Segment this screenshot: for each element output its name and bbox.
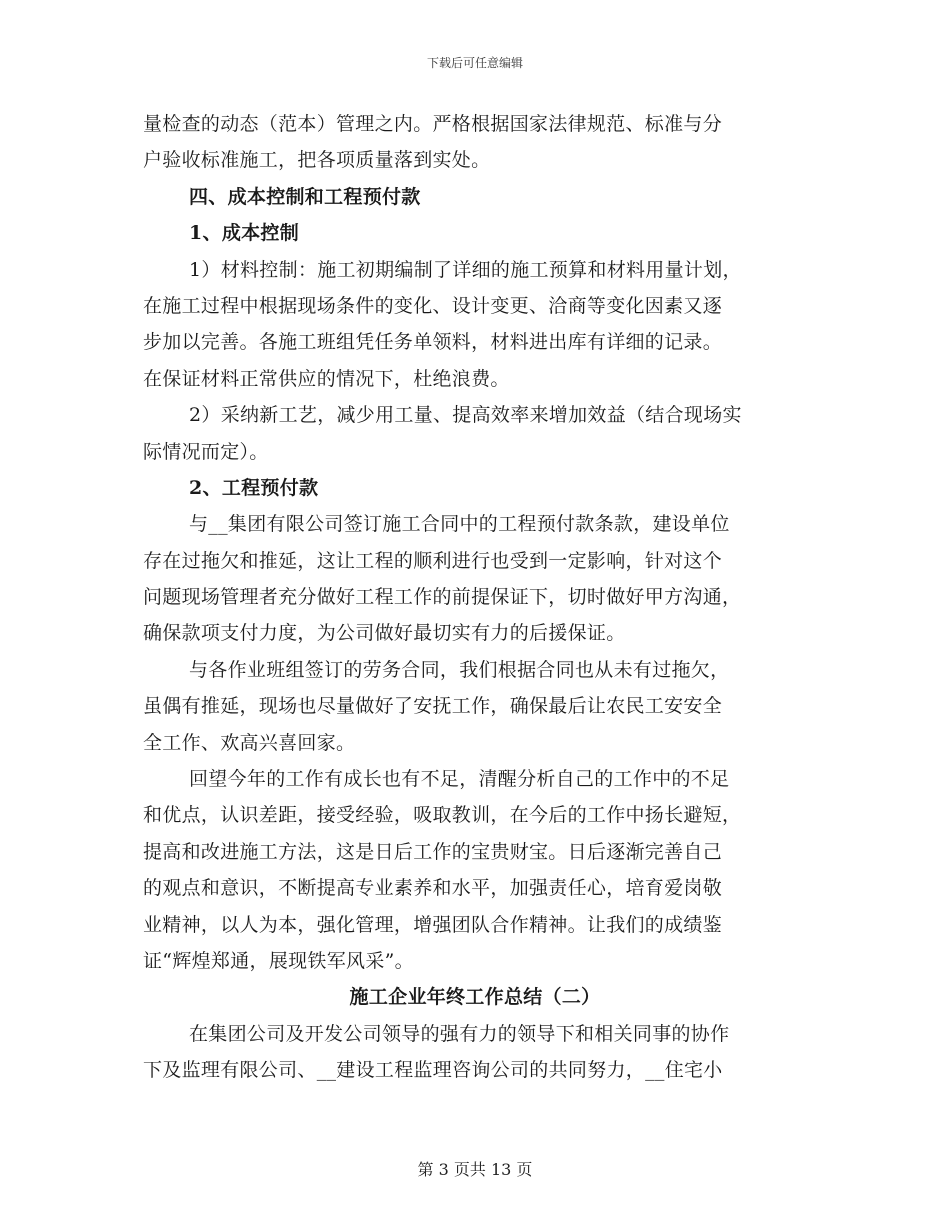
text-line: 下及监理有限公司、__建设工程监理咨询公司的共同努力，__住宅小 [143, 1059, 723, 1082]
text-line: 与__集团有限公司签订施工合同中的工程预付款条款，建设单位 [189, 513, 730, 536]
text-line: 回望今年的工作有成长也有不足，清醒分析自己的工作中的不足 [189, 768, 730, 791]
text-line: 与各作业班组签订的劳务合同，我们根据合同也从未有过拖欠， [189, 658, 730, 681]
text-line: 全工作、欢高兴喜回家。 [143, 731, 356, 754]
text-line: 确保款项支付力度，为公司做好最切实有力的后援保证。 [143, 622, 626, 645]
text-line: 存在过拖欠和推延，这让工程的顺利进行也受到一定影响，针对这个 [143, 549, 723, 572]
heading-line: 1、成本控制 [189, 222, 300, 245]
heading-line: 施工企业年终工作总结（二） [349, 986, 601, 1009]
page-footer: 第 3 页共 13 页 [417, 1160, 533, 1179]
text-line: 户验收标准施工，把各项质量落到实处。 [143, 149, 491, 172]
page-header: 下载后可任意编辑 [426, 56, 523, 70]
text-line: 虽偶有推延，现场也尽量做好了安抚工作，确保最后让农民工安安全 [143, 695, 723, 718]
text-line: 在集团公司及开发公司领导的强有力的领导下和相关同事的协作 [189, 1022, 730, 1045]
text-line: 业精神，以人为本，强化管理，增强团队合作精神。让我们的成绩鉴 [143, 913, 723, 936]
heading-line: 2、工程预付款 [189, 476, 319, 499]
text-line: 提高和改进施工方法，这是日后工作的宝贵财宝。日后逐渐完善自己 [143, 840, 723, 863]
text-line: 2）采纳新工艺，减少用工量、提高效率来增加效益（结合现场实 [189, 404, 742, 427]
text-line: 问题现场管理者充分做好工程工作的前提保证下，切时做好甲方沟通， [143, 586, 742, 609]
heading-line: 四、成本控制和工程预付款 [189, 185, 421, 208]
text-line: 在施工过程中根据现场条件的变化、设计变更、洽商等变化因素又逐 [143, 294, 723, 317]
text-line: 在保证材料正常供应的情况下，杜绝浪费。 [143, 367, 510, 390]
text-line: 量检查的动态（范本）管理之内。严格根据国家法律规范、标准与分 [143, 113, 723, 135]
document-body [143, 106, 807, 1089]
text-line: 的观点和意识，不断提高专业素养和水平，加强责任心，培育爱岗敬 [143, 877, 723, 900]
text-line: 和优点，认识差距，接受经验，吸取教训，在今后的工作中扬长避短， [143, 804, 742, 827]
text-line: 步加以完善。各施工班组凭任务单领料，材料进出库有详细的记录。 [143, 331, 723, 354]
text-line: 证“辉煌郑通，展现铁军风采”。 [143, 949, 414, 972]
text-line: 际情况而定）。 [143, 440, 269, 463]
text-line: 1）材料控制：施工初期编制了详细的施工预算和材料用量计划， [189, 258, 742, 281]
